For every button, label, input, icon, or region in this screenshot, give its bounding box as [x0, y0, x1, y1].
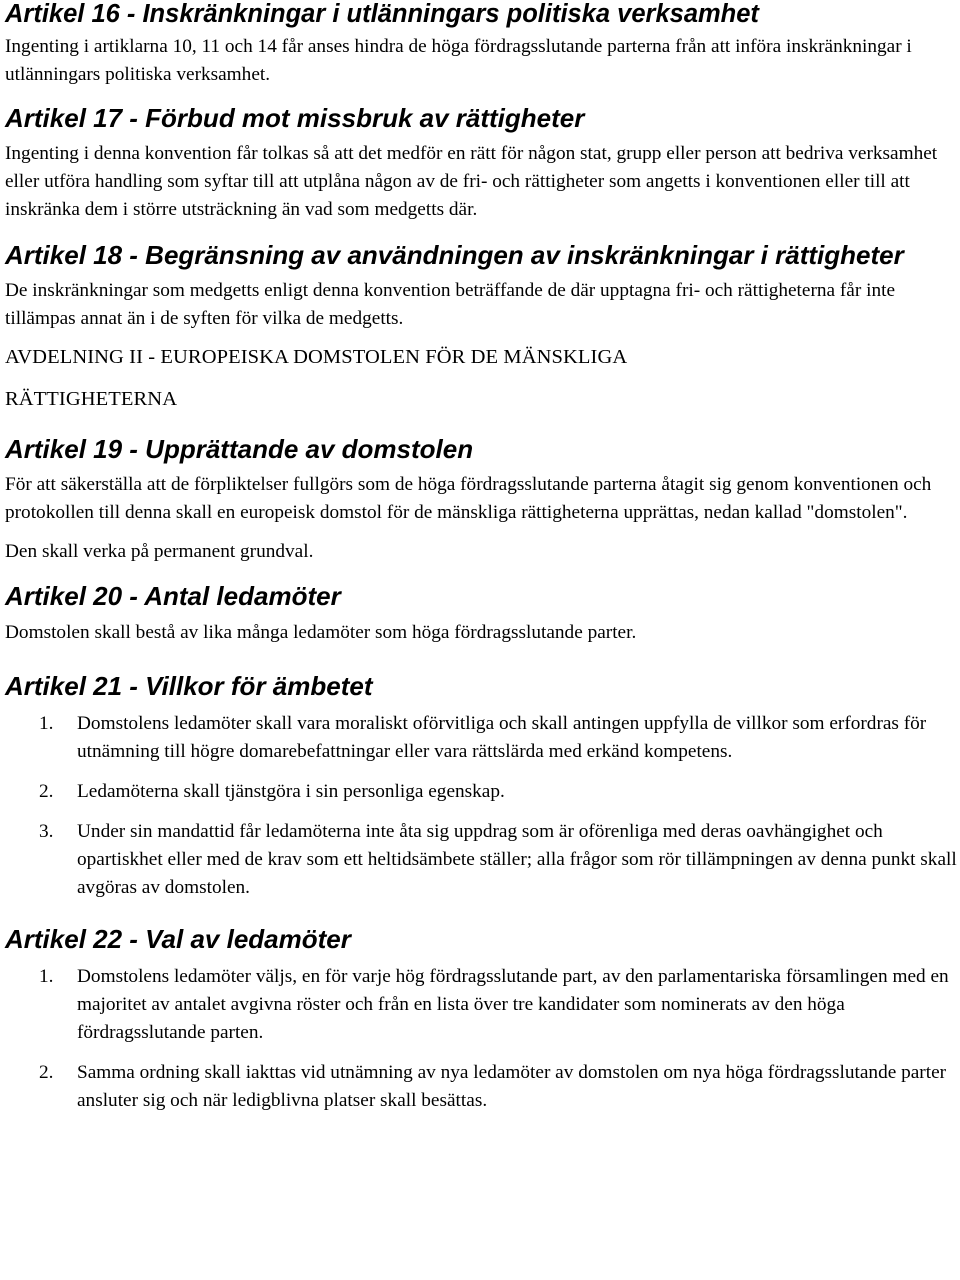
article-22-list — [5, 963, 957, 1115]
list-item-text: Samma ordning skall iakttas vid utnämning av nya ledamöter av domstolen om nya höga fördragsslutande parter ansluter sig och när ledigblivna platser skall besättas. — [77, 1062, 947, 1111]
article-21-list — [5, 710, 957, 902]
division-heading-line-1: AVDELNING II - EUROPEISKA DOMSTOLEN FÖR DE MÄNSKLIGA — [5, 346, 628, 368]
list-item — [5, 1059, 957, 1115]
article-16-body: Ingenting i artiklarna 10, 11 och 14 får anses hindra de höga fördragsslutande parterna från att införa inskränkningar i utlänningars politiska verksamhet. — [5, 36, 912, 85]
division-heading-line-2: RÄTTIGHETERNA — [5, 388, 178, 410]
article-19-body-2: Den skall verka på permanent grundval. — [5, 541, 314, 562]
article-21-heading: Artikel 21 - Villkor för ämbetet — [5, 671, 373, 701]
list-item — [5, 778, 957, 806]
article-20-body: Domstolen skall bestå av lika många ledamöter som höga fördragsslutande parter. — [5, 622, 637, 643]
list-item-number: 1. — [39, 713, 54, 734]
article-17-body: Ingenting i denna konvention får tolkas så att det medför en rätt för någon stat, grupp eller person att bedriva verksamhet eller utföra handling som syftar till att utplåna någon av de fri- och rättigheter som angetts i konventionen eller till att inskränka dem i större utsträckning än vad som medgetts där. — [5, 143, 938, 220]
list-item — [5, 710, 957, 766]
list-item-text: Domstolens ledamöter skall vara moraliskt oförvitliga och skall antingen uppfylla de villkor som erfordras för utnämning till högre domarebefattningar eller vara rättslärda med erkänd kompetens. — [77, 713, 927, 762]
list-item-number: 2. — [39, 1062, 54, 1083]
list-item — [5, 818, 957, 902]
article-19-body: För att säkerställa att de förpliktelser fullgörs som de höga fördragsslutande parterna åtagit sig genom konventionen och protokollen till denna skall en europeisk domstol för de mänskliga rättigheterna upprättas, nedan kallad "domstolen". — [5, 474, 932, 523]
article-19-heading: Artikel 19 - Upprättande av domstolen — [5, 434, 474, 464]
article-22-heading: Artikel 22 - Val av ledamöter — [5, 924, 351, 954]
list-item-number: 1. — [39, 966, 54, 987]
list-item — [5, 963, 957, 1047]
article-16-heading: Artikel 16 - Inskränkningar i utlänningars politiska verksamhet — [5, 0, 759, 28]
document-page — [5, 0, 957, 1115]
article-18-heading: Artikel 18 - Begränsning av användningen av inskränkningar i rättigheter — [5, 240, 904, 270]
article-18-body: De inskränkningar som medgetts enligt denna konvention beträffande de där upptagna fri- och rättigheterna får inte tillämpas annat än i de syften för vilka de medgetts. — [5, 280, 896, 329]
article-17-heading: Artikel 17 - Förbud mot missbruk av rättigheter — [5, 103, 585, 133]
list-item-number: 3. — [39, 821, 54, 842]
list-item-text: Ledamöterna skall tjänstgöra i sin personliga egenskap. — [77, 781, 505, 802]
list-item-text: Under sin mandattid får ledamöterna inte åta sig uppdrag som är oförenliga med deras oavhängighet och opartiskhet eller med de krav som ett heltidsämbete ställer; alla frågor som rör tillämpningen av denna punkt skall avgöras av domstolen. — [77, 821, 957, 898]
article-20-heading: Artikel 20 - Antal ledamöter — [5, 581, 341, 611]
list-item-text: Domstolens ledamöter väljs, en för varje hög fördragsslutande part, av den parlamentariska församlingen med en majoritet av antalet avgivna röster och från en lista över tre kandidater som nominerats av den höga fördragsslutande parten. — [77, 966, 949, 1043]
list-item-number: 2. — [39, 781, 54, 802]
